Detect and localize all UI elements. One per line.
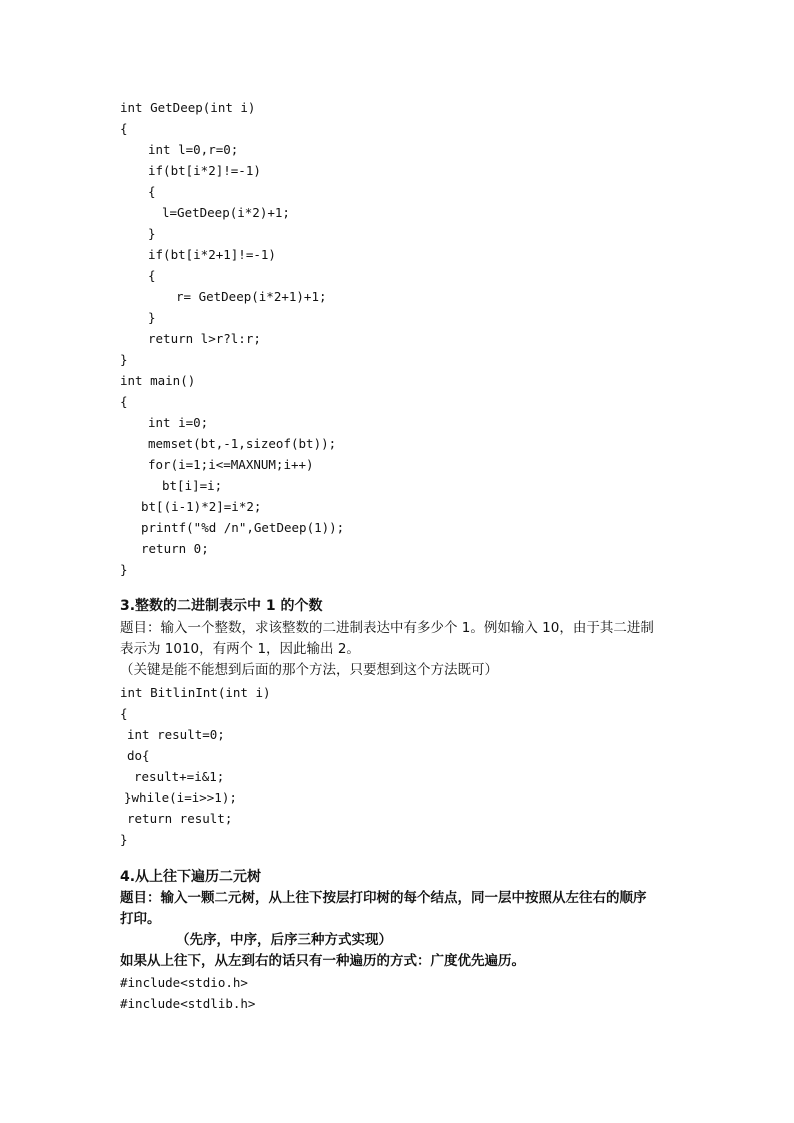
code-line: } (120, 832, 128, 847)
code-line: } (120, 562, 128, 577)
code-line: memset(bt,-1,sizeof(bt)); (148, 436, 337, 451)
code-line: int GetDeep(int i) (120, 100, 256, 115)
code-line: int BitlinInt(int i) (120, 685, 271, 700)
code-line: { (148, 184, 156, 199)
code-line: { (120, 121, 128, 136)
code-line: } (148, 226, 156, 241)
code-line: bt[i]=i; (162, 478, 223, 493)
code-line: int main() (120, 373, 196, 388)
code-line: return 0; (141, 541, 209, 556)
note-text: （先序，中序，后序三种方式实现） (176, 932, 392, 948)
code-line: return result; (127, 811, 233, 826)
code-line: bt[(i-1)*2]=i*2; (141, 499, 262, 514)
problem-text: 表示为 1010，有两个 1，因此输出 2。 (120, 641, 360, 657)
code-line: result+=i&1; (134, 769, 225, 784)
code-line: for(i=1;i<=MAXNUM;i++) (148, 457, 314, 472)
code-line: int i=0; (148, 415, 209, 430)
code-line: do{ (127, 748, 150, 763)
code-line: #include<stdio.h> (120, 975, 248, 990)
code-line: } (148, 310, 156, 325)
summary-text: 如果从上往下，从左到右的话只有一种遍历的方式：广度优先遍历。 (120, 953, 525, 969)
problem-text: 打印。 (120, 911, 161, 927)
note-text: （关键是能不能想到后面的那个方法，只要想到这个方法既可） (120, 662, 498, 678)
section-heading: 4.从上往下遍历二元树 (120, 869, 262, 885)
section-heading: 3.整数的二进制表示中 1 的个数 (120, 598, 323, 614)
code-line: { (120, 706, 128, 721)
code-line: }while(i=i>>1); (124, 790, 237, 805)
code-line: { (148, 268, 156, 283)
code-line: printf("%d /n",GetDeep(1)); (141, 520, 345, 535)
code-line: if(bt[i*2+1]!=-1) (148, 247, 276, 262)
code-line: } (120, 352, 128, 367)
code-line: { (120, 394, 128, 409)
code-line: int result=0; (127, 727, 225, 742)
code-line: if(bt[i*2]!=-1) (148, 163, 261, 178)
code-line: l=GetDeep(i*2)+1; (162, 205, 290, 220)
code-line: #include<stdlib.h> (120, 996, 256, 1011)
problem-text: 题目：输入一颗二元树，从上往下按层打印树的每个结点，同一层中按照从左往右的顺序 (120, 890, 647, 906)
problem-text: 题目：输入一个整数，求该整数的二进制表达中有多少个 1。例如输入 10，由于其二进制 (120, 620, 654, 636)
code-line: int l=0,r=0; (148, 142, 239, 157)
code-line: r= GetDeep(i*2+1)+1; (176, 289, 327, 304)
code-line: return l>r?l:r; (148, 331, 261, 346)
